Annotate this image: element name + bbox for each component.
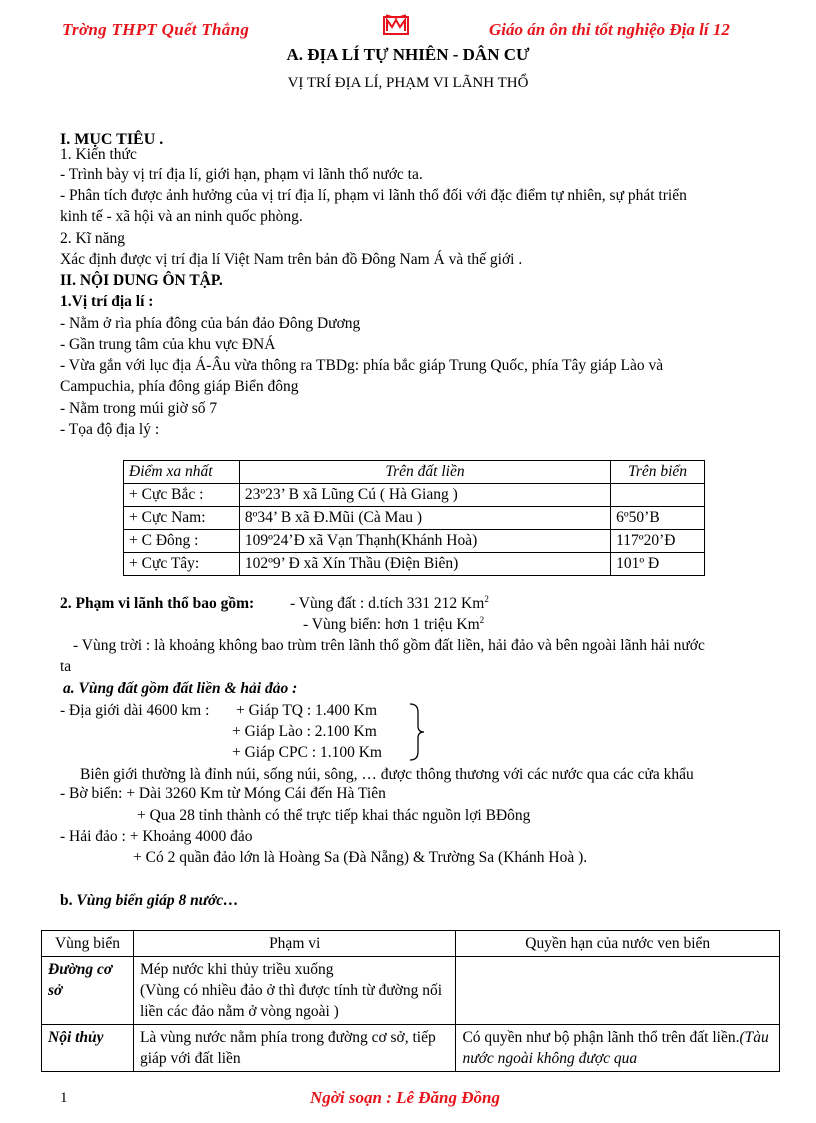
location-heading: 1.Vị trí địa lí : [60, 293, 154, 310]
sea-subheading-text: Vùng biển giáp 8 nước… [76, 892, 239, 909]
table-cell: + Cực Nam: [124, 507, 240, 530]
superscript: 2 [479, 614, 485, 625]
table-cell: + Cực Bắc : [124, 484, 240, 507]
school-header: Trờng THPT Quết Thắng [62, 20, 250, 39]
objective-1: - Trình bày vị trí địa lí, giới hạn, phạm vi lãnh thổ nước ta. [60, 166, 423, 183]
sea-subheading-prefix: b. [60, 892, 77, 909]
skill-1: Xác định được vị trí địa lí Việt Nam trên bản đồ Đông Nam Á và thế giới . [60, 251, 523, 268]
coordinates-table [123, 460, 705, 576]
table-cell [133, 957, 456, 1025]
knowledge-label: 1. Kiến thức [60, 146, 137, 163]
table-cell: Nội thủy [42, 1025, 134, 1072]
table-row [42, 1025, 780, 1072]
location-item-2: - Gần trung tâm của khu vực ĐNÁ [60, 336, 276, 353]
sea-area [303, 615, 484, 635]
section-objectives-heading: I. MỤC TIÊU . [60, 131, 164, 148]
table-cell: 8º34’ B xã Đ.Mũi (Cà Mau ) [239, 507, 610, 530]
table-cell: 23º23’ B xã Lũng Cú ( Hà Giang ) [239, 484, 610, 507]
table-cell: 109º24’Đ xã Vạn Thạnh(Khánh Hoà) [239, 530, 610, 553]
table-header: Vùng biển [42, 931, 134, 957]
table-cell: Là vùng nước nằm phía trong đường cơ sở, tiếp giáp với đất liền [133, 1025, 456, 1072]
document-subtitle: VỊ TRÍ ĐỊA LÍ, PHẠM VI LÃNH THỔ [287, 75, 529, 91]
island-2: + Có 2 quần đảo lớn là Hoàng Sa (Đà Nẵng) & Trường Sa (Khánh Hoà ). [133, 849, 588, 866]
table-cell: + C Đông : [124, 530, 240, 553]
table-header: Quyền hạn của nước ven biển [456, 931, 780, 957]
land-area [290, 594, 489, 614]
table-cell: 117º20’Đ [611, 530, 705, 553]
border-lead: - Địa giới dài 4600 km : [60, 702, 210, 719]
superscript: 2 [484, 593, 489, 604]
brace-icon [408, 702, 428, 762]
coast-1: - Bờ biển: + Dài 3260 Km từ Móng Cái đến Hà Tiên [60, 785, 386, 802]
table-header: Trên đất liền [239, 461, 610, 484]
island-1: - Hải đảo : + Khoảng 4000 đảo [60, 828, 253, 845]
cell-line: Mép nước khi thủy triều xuống [139, 961, 334, 978]
land-subheading: a. Vùng đất gồm đất liền & hải đảo : [63, 680, 298, 697]
sea-zones-table [41, 930, 780, 1072]
page-number: 1 [60, 1090, 68, 1106]
border-note: Biên giới thường là đỉnh núi, sống núi, sông, … được thông thương với các nước qua các cửa khẩu [80, 766, 694, 783]
table-row [124, 507, 705, 530]
table-cell [456, 1025, 780, 1072]
table-row [124, 553, 705, 576]
coast-2: + Qua 28 tỉnh thành có thể trực tiếp khai thác nguồn lợi BĐông [137, 807, 531, 824]
table-row [124, 484, 705, 507]
location-item-3b: Campuchia, phía đông giáp Biển đông [60, 378, 299, 395]
border-china: + Giáp TQ : 1.400 Km [236, 702, 378, 719]
table-row [124, 530, 705, 553]
table-header-row [42, 931, 780, 957]
table-cell: + Cực Tây: [124, 553, 240, 576]
cell-line: (Vùng có nhiều đảo ở thì được tính từ đường nối liền các đảo nằm ở vòng ngoài ) [139, 982, 442, 1020]
land-area-text: - Vùng đất : d.tích 331 212 Km [290, 595, 485, 612]
table-cell [456, 957, 780, 1025]
cell-text-italic: (Tàu nước ngoài không được qua [462, 1029, 769, 1067]
table-cell: 102º9’ Đ xã Xín Thầu (Điện Biên) [239, 553, 610, 576]
territory-heading: 2. Phạm vi lãnh thổ bao gồm: [60, 595, 255, 612]
border-laos: + Giáp Lào : 2.100 Km [232, 723, 377, 740]
table-cell: 101º Đ [611, 553, 705, 576]
table-row [42, 957, 780, 1025]
document-title: A. ĐỊA LÍ TỰ NHIÊN - DÂN CƯ [286, 45, 530, 64]
table-header: Phạm vi [133, 931, 456, 957]
sea-subheading [60, 891, 239, 911]
objective-2b: kinh tế - xã hội và an ninh quốc phòng. [60, 208, 303, 225]
airspace-a: - Vùng trời : là khoảng không bao trùm trên lãnh thổ gồm đất liền, hải đảo và bên ngoài lãnh hải nước [73, 637, 705, 654]
location-item-4: - Nằm trong múi giờ số 7 [60, 400, 218, 417]
skill-label: 2. Kĩ năng [60, 230, 126, 247]
location-item-5: - Tọa độ địa lý : [60, 421, 160, 438]
table-header: Trên biển [611, 461, 705, 484]
course-header: Giáo án ôn thi tốt nghiệo Địa lí 12 [489, 20, 730, 39]
table-header-row [124, 461, 705, 484]
section-content-heading: II. NỘI DUNG ÔN TẬP. [60, 272, 223, 289]
objective-2a: - Phân tích được ảnh hưởng của vị trí địa lí, phạm vi lãnh thổ đối với đặc điểm tự nhiên, sự phát triển [60, 187, 687, 204]
table-cell [611, 484, 705, 507]
location-item-3a: - Vừa gắn với lục địa Á-Âu vừa thông ra TBDg: phía bắc giáp Trung Quốc, phía Tây giáp Lào và [60, 357, 664, 374]
table-header: Điểm xa nhất [124, 461, 240, 484]
airspace-b: ta [60, 658, 72, 675]
author-footer: Ngời soạn : Lê Đăng Đồng [310, 1088, 500, 1107]
book-logo-icon [383, 13, 409, 37]
sea-area-text: - Vùng biển: hơn 1 triệu Km [303, 616, 480, 633]
location-item-1: - Nằm ở rìa phía đông của bán đảo Đông Dương [60, 315, 361, 332]
cell-text: Có quyền như bộ phận lãnh thổ trên đất liền. [462, 1029, 740, 1046]
border-cambodia: + Giáp CPC : 1.100 Km [232, 744, 382, 761]
table-cell: 6º50’B [611, 507, 705, 530]
table-cell: Đường cơ sở [42, 957, 134, 1025]
